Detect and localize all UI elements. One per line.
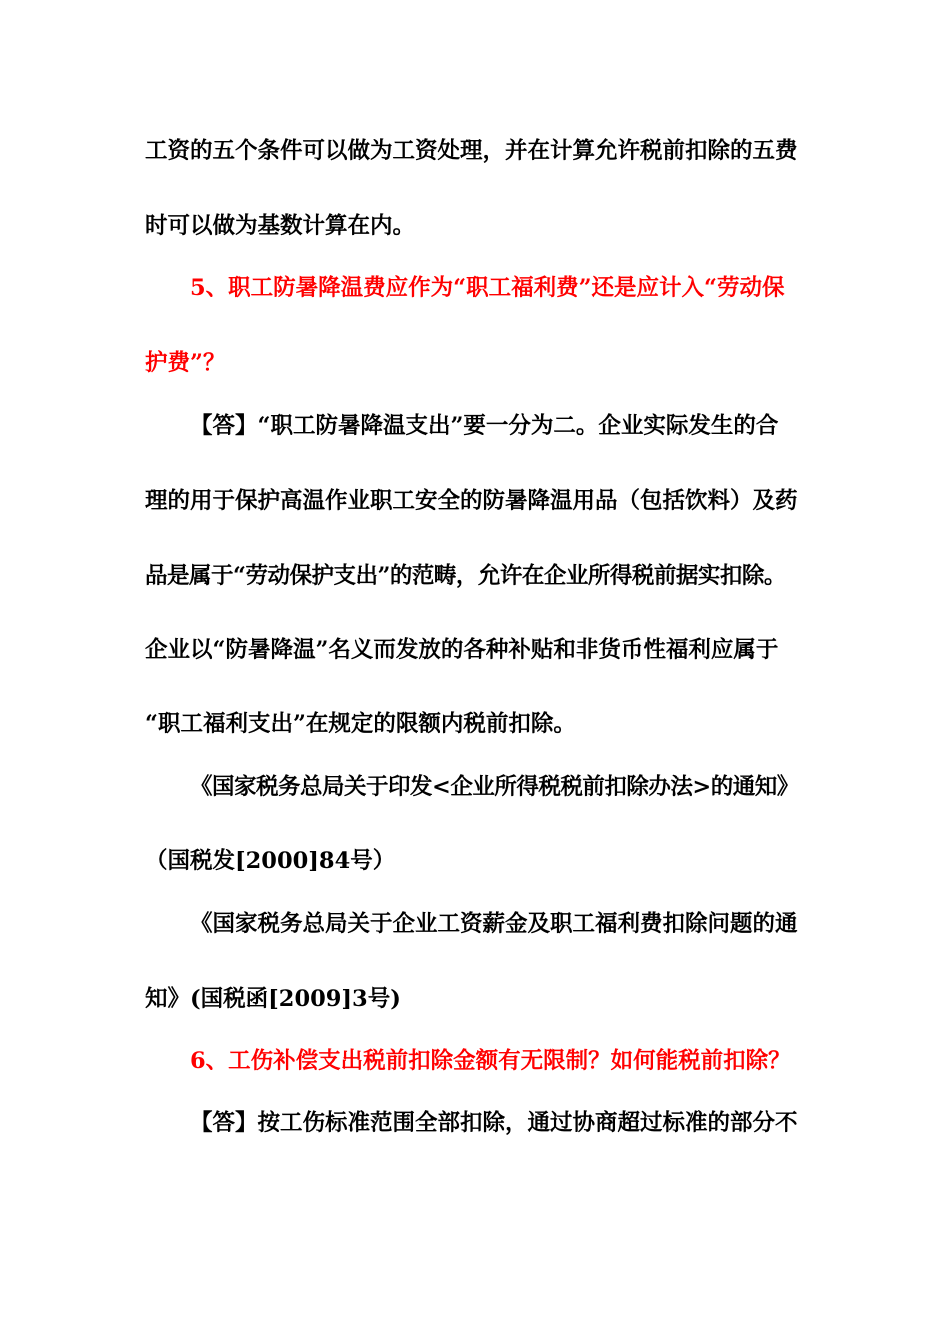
answer-text-line: 品是属于“劳动保护支出”的范畴，允许在企业所得税前据实扣除。 [145, 563, 786, 589]
body-text-line: 工资的五个条件可以做为工资处理，并在计算允许税前扣除的五费 [145, 138, 798, 164]
reference-citation-line: 知》(国税函[2009]3号) [145, 986, 401, 1012]
reference-citation-line: 《国家税务总局关于印发<企业所得税税前扣除办法>的通知》 [190, 774, 799, 800]
reference-citation-line: （国税发[2000]84号） [145, 848, 396, 874]
answer-text-line: “职工福利支出”在规定的限额内税前扣除。 [145, 711, 576, 737]
answer-text-line: 【答】“职工防暑降温支出”要一分为二。企业实际发生的合 [190, 413, 779, 439]
reference-citation-line: 《国家税务总局关于企业工资薪金及职工福利费扣除问题的通 [190, 911, 798, 937]
question-heading-6: 6、工伤补偿支出税前扣除金额有无限制？如何能税前扣除？ [190, 1048, 791, 1074]
body-text-line: 时可以做为基数计算在内。 [145, 213, 416, 239]
answer-text-line: 理的用于保护高温作业职工安全的防暑降温用品（包括饮料）及药 [145, 488, 798, 514]
answer-text-line: 企业以“防暑降温”名义而发放的各种补贴和非货币性福利应属于 [145, 637, 779, 663]
answer-text-line: 【答】按工伤标准范围全部扣除，通过协商超过标准的部分不 [190, 1110, 798, 1136]
question-heading-5-line1: 5、职工防暑降温费应作为“职工福利费”还是应计入“劳动保 [190, 275, 785, 301]
question-heading-5-line2: 护费”？ [145, 350, 226, 376]
